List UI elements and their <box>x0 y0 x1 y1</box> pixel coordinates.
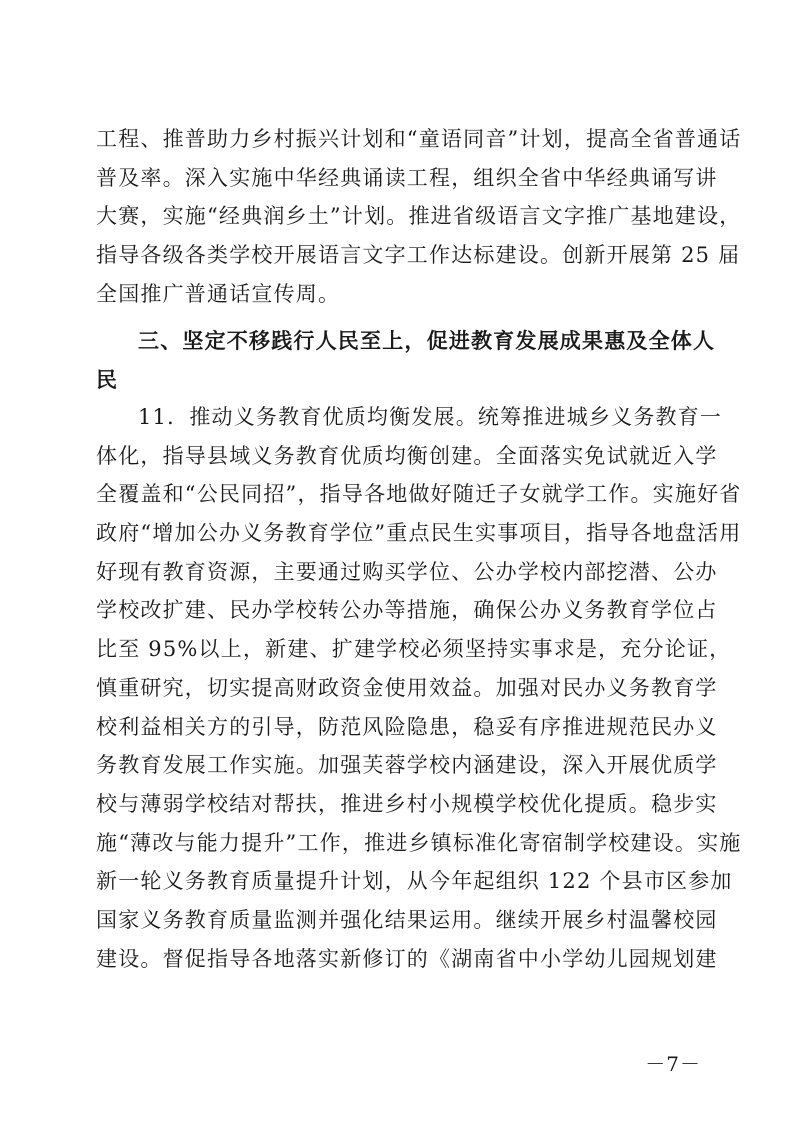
paragraph-line: 政府“增加公办义务教育学位”重点民生实事项目，指导各地盘活用 <box>96 521 742 546</box>
paragraph-line: 校与薄弱学校结对帮扶，推进乡村小规模学校优化提质。稳步实 <box>96 791 718 816</box>
paragraph-compulsory-education <box>96 398 742 978</box>
paragraph-line: 全国推广普通话宣传周。 <box>96 281 341 306</box>
paragraph-language-promotion <box>96 120 742 313</box>
heading-line: 三、坚定不移践行人民至上，促进教育发展成果惠及全体人 <box>138 328 716 353</box>
paragraph-line: 施“薄改与能力提升”工作，推进乡镇标准化寄宿制学校建设。实施 <box>96 830 742 855</box>
paragraph-line: 建设。督促指导各地落实新修订的《湖南省中小学幼儿园规划建 <box>96 946 718 971</box>
paragraph-line: 指导各级各类学校开展语言文字工作达标建设。创新开展第 25 届 <box>96 243 741 268</box>
paragraph-line: 好现有教育资源，主要通过购买学位、公办学校内部挖潜、公办 <box>96 559 718 584</box>
paragraph-line: 校利益相关方的引导，防范风险隐患，稳妥有序推进规范民办义 <box>96 714 718 739</box>
paragraph-line: 比至 95%以上，新建、扩建学校必须坚持实事求是，充分论证， <box>96 637 732 662</box>
paragraph-line: 新一轮义务教育质量提升计划，从今年起组织 122 个县市区参加 <box>96 869 733 894</box>
paragraph-line: 国家义务教育质量监测并强化结果运用。继续开展乡村温馨校园 <box>96 907 718 932</box>
page-number: －7－ <box>645 1052 701 1076</box>
paragraph-line: 体化，指导县域义务教育优质均衡创建。全面落实免试就近入学 <box>96 443 718 468</box>
paragraph-line: 慎重研究，切实提高财政资金使用效益。加强对民办义务教育学 <box>96 675 718 700</box>
paragraph-line: 大赛，实施“经典润乡土”计划。推进省级语言文字推广基地建设， <box>96 204 742 229</box>
heading-line: 民 <box>96 366 119 392</box>
paragraph-line: 务教育发展工作实施。加强芙蓉学校内涵建设，深入开展优质学 <box>96 753 718 778</box>
paragraph-line: 普及率。深入实施中华经典诵读工程，组织全省中华经典诵写讲 <box>96 165 718 190</box>
paragraph-line: 工程、推普助力乡村振兴计划和“童语同音”计划，提高全省普通话 <box>96 127 742 151</box>
paragraph-line: 11．推动义务教育优质均衡发展。统筹推进城乡义务教育一 <box>138 405 723 429</box>
section-heading <box>96 322 716 399</box>
paragraph-line: 全覆盖和“公民同招”，指导各地做好随迁子女就学工作。实施好省 <box>96 482 742 507</box>
paragraph-line: 学校改扩建、民办学校转公办等措施，确保公办义务教育学位占 <box>96 598 718 623</box>
